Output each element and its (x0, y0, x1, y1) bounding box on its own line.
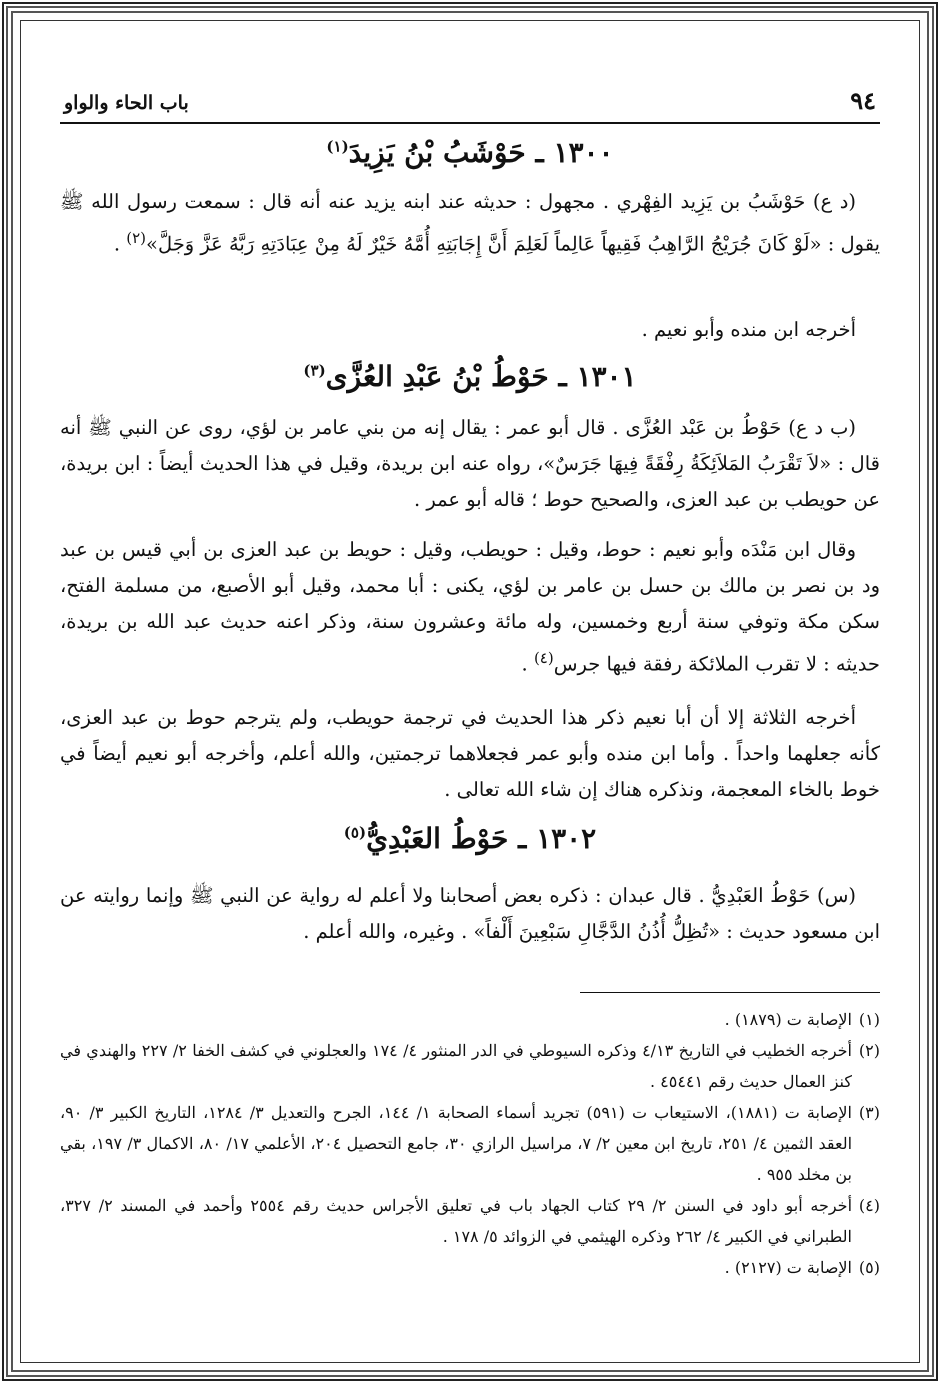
entry-paragraph (60, 532, 880, 683)
footnote-item (60, 1035, 880, 1097)
entry-paragraph (60, 700, 880, 808)
page-number: ٩٤ (850, 86, 876, 115)
footnote-text: أخرجه الخطيب في التاريخ ٤/١٣ وذكره السيوطي في الدر المنثور ٤/ ١٧٤ والعجلوني في كشف الخفا ٢/ ٢٢٧ والهندي في كنز العمال حديث رقم ٤٥٤٤١ . (60, 1041, 852, 1091)
paragraph-text: أخرجه الثلاثة إلا أن أبا نعيم ذكر هذا الحديث في ترجمة حويطب، ولم يترجم حوط بن عبد العزى، كأنه جعلهما واحداً . وأما ابن منده وأبو عمر فجعلاهما ترجمتين، والله أعلم، وأخرجه أبو نعيم أيضاً في خوط بالخاء المعجمة، ونذكره هناك إن شاء الله تعالى . (60, 706, 880, 801)
page-header (60, 84, 880, 124)
paragraph-tail: . (521, 652, 534, 676)
footnote-marker: (٤) (533, 649, 554, 667)
footnote-item (60, 1004, 880, 1035)
entry-title-1300 (60, 136, 880, 169)
footnote-marker: (٣) (303, 361, 326, 380)
header-rule (60, 122, 880, 124)
paragraph-text: (س) حَوْطُ العَبْدِيُّ . قال عبدان : ذكره بعض أصحابنا ولا أعلم له رواية عن النبي ﷺ وإنما روايته عن ابن مسعود حديث : «تُظِلُّ أُذُنُ الدَّجَّالِ سَبْعِينَ أَلْفاً» . وغيره، والله أعلم . (60, 884, 880, 943)
paragraph-text: وقال ابن مَنْدَه وأبو نعيم : حوط، وقيل : حويطب، وقيل : حويط بن عبد العزى بن أبي قيس بن عبد ود بن نصر بن مالك بن حسل بن عامر بن لؤي، يكنى : أبا محمد، وقيل أبو الأصبع، من مسلمة الفتح، سكن مكة وتوفي سنة أربع وخمسين، وله مائة وعشرون سنة، وذكر اعنه حديث عبد الله بن بريدة، حديثه : لا تقرب الملائكة رفقة فيها جرس (60, 538, 880, 676)
footnote-text: الإصابة ت (٢١٢٧) . (724, 1258, 852, 1277)
footnote-separator (580, 992, 880, 993)
entry-title-text: ١٣٠١ ـ حَوْطُ بْنُ عَبْدِ العُزَّى (325, 360, 637, 393)
footnote-number: (١) (858, 1010, 880, 1029)
footnotes (60, 1004, 880, 1283)
paragraph-text: (ب د ع) حَوْطُ بن عَبْد العُزَّى . قال أبو عمر : يقال إنه من بني عامر بن لؤي، روى عن النبي ﷺ أنه قال : «لاَ تَقْرَبُ المَلاَئِكَةُ رِفْقَةً فِيهَا جَرَسٌ»، رواه عنه ابن بريدة، وقيل في هذا الحديث أيضاً : ابن بريدة، عن حويطب بن عبد العزى، والصحيح حوط ؛ قاله أبو عمر . (60, 416, 880, 511)
footnote-item (60, 1252, 880, 1283)
entry-paragraph (60, 312, 880, 348)
paragraph-tail: . (113, 232, 127, 256)
footnote-text: أخرجه أبو داود في السنن ٢/ ٢٩ كتاب الجهاد باب في تعليق الأجراس حديث رقم ٢٥٥٤ وأحمد في المسند ٢/ ٣٢٧، الطبراني في الكبير ٤/ ٢٦٢ وذكره الهيثمي في الزوائد ٥/ ١٧٨ . (60, 1196, 853, 1246)
footnote-marker: (١) (326, 137, 349, 156)
entry-paragraph (60, 410, 880, 518)
footnote-number: (٢) (858, 1041, 880, 1060)
paragraph-text: (د ع) حَوْشَبُ بن يَزِيد الفِهْري . مجهول : حديثه عند ابنه يزيد عنه أنه قال : سمعت رسول الله ﷺ يقول : «لَوْ كَانَ جُرَيْجُ الرَّاهِبُ فَقِيهاً عَالِماً لَعَلِمَ أَنَّ إِجَابَتِهِ أُمَّهُ خَيْرٌ لَهُ مِنْ عِبَادَتِهِ رَبَّهُ عَزَّ وَجَلَّ» (60, 190, 880, 256)
footnote-number: (٥) (858, 1258, 880, 1277)
footnote-marker: (٥) (343, 823, 367, 842)
footnote-marker: (٢) (126, 229, 147, 247)
footnote-text: الإصابة ت (١٨٨١)، الاستيعاب ت (٥٩١) تجريد أسماء الصحابة ١/ ١٤٤، الجرح والتعديل ٣/ ١٢٨٤، التاريخ الكبير ٣/ ٩٠، العقد الثمين ٤/ ٢٥١، تاريخ ابن معين ٢/ ٧، مراسيل الرازي ٣٠، جامع التحصيل ٢٠٤، الأعلمي ١٧/ ٨٠، الاكمال ٣/ ١٩٧، بقي بن مخلد ٩٥٥ . (60, 1103, 853, 1184)
entry-paragraph (60, 184, 880, 263)
footnote-number: (٤) (858, 1196, 880, 1215)
footnote-text: الإصابة ت (١٨٧٩) . (724, 1010, 852, 1029)
entry-title-text: ١٣٠٢ ـ حَوْطُ العَبْدِيُّ (366, 822, 597, 855)
paragraph-text: أخرجه ابن منده وأبو نعيم . (641, 318, 856, 341)
footnote-item (60, 1190, 880, 1252)
entry-title-text: ١٣٠٠ ـ حَوْشَبُ بْنُ يَزِيدَ (348, 136, 614, 169)
entry-title-1301 (60, 360, 880, 393)
entry-title-1302 (60, 822, 880, 855)
footnote-number: (٣) (858, 1103, 880, 1122)
footnote-item (60, 1097, 880, 1190)
book-page (60, 60, 880, 1330)
running-title: باب الحاء والواو (64, 92, 189, 114)
entry-paragraph (60, 878, 880, 950)
